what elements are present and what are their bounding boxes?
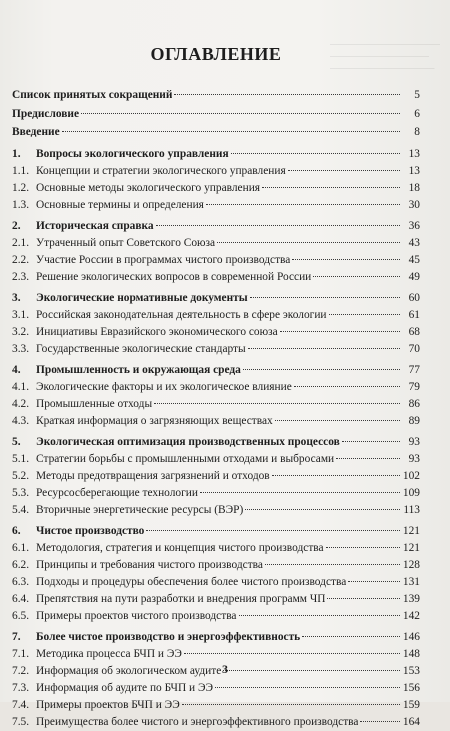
leader-dots [245, 509, 400, 510]
toc-section-label: Подходы и процедуры обеспечения более чистого производства [36, 575, 347, 588]
toc-section[interactable] [12, 502, 420, 519]
toc-section[interactable] [12, 235, 420, 252]
toc-section[interactable] [12, 557, 420, 574]
toc-page-number: 93 [408, 452, 420, 465]
toc-section[interactable] [12, 591, 420, 608]
toc-section-number: 6.2. [12, 558, 30, 571]
toc-chapter-number: 1. [12, 147, 21, 160]
toc-section-label: Информация об аудите по БЧП и ЭЭ [36, 681, 214, 694]
toc-section-label: Методы предотвращения загрязнений и отходов [36, 469, 270, 482]
toc-section-number: 7.4. [12, 698, 30, 711]
toc-section[interactable] [12, 269, 420, 286]
toc-page-number: 121 [402, 524, 420, 537]
toc-page-number: 36 [408, 219, 420, 232]
toc-section[interactable] [12, 574, 420, 591]
toc-section-number: 1.3. [12, 198, 30, 211]
toc-section-label: Препятствия на пути разработки и внедрения программ ЧП [36, 592, 326, 605]
page-number: 3 [222, 662, 228, 676]
toc-section[interactable] [12, 396, 420, 413]
toc-section[interactable] [12, 697, 420, 714]
toc-section-label: Промышленные отходы [36, 397, 153, 410]
toc-chapter-number: 4. [12, 363, 21, 376]
toc-page-number: 164 [402, 715, 420, 728]
toc-chapter-label: Экологическая оптимизация производственных процессов [36, 435, 340, 448]
table-of-contents [12, 86, 420, 731]
toc-section-number: 3.2. [12, 325, 30, 338]
leader-dots [280, 331, 400, 332]
toc-page-number: 109 [402, 486, 420, 499]
toc-chapter-label: Чистое производство [36, 524, 145, 537]
toc-section[interactable] [12, 252, 420, 269]
leader-dots [326, 547, 400, 548]
toc-page-number: 68 [408, 325, 420, 338]
leader-dots [217, 242, 400, 243]
leader-dots [342, 441, 400, 442]
toc-page-number: 61 [408, 308, 420, 321]
leader-dots [292, 259, 400, 260]
toc-page-number: 77 [408, 363, 420, 376]
toc-page-number: 6 [414, 107, 420, 120]
toc-section-number: 7.1. [12, 647, 30, 660]
toc-item-label: Предисловие [12, 107, 80, 120]
toc-page-number: 89 [408, 414, 420, 427]
toc-section-number: 6.1. [12, 541, 30, 554]
toc-section-label: Принципы и требования чистого производства [36, 558, 263, 571]
toc-page-number: 93 [408, 435, 420, 448]
leader-dots [182, 704, 400, 705]
toc-section-label: Решение экологических вопросов в современной России [36, 270, 312, 283]
toc-section[interactable] [12, 324, 420, 341]
toc-section-number: 2.1. [12, 236, 30, 249]
toc-chapter-number: 3. [12, 291, 21, 304]
leader-dots [313, 276, 400, 277]
toc-page-number: 159 [402, 698, 420, 711]
toc-section-number: 1.2. [12, 181, 30, 194]
leader-dots [288, 170, 400, 171]
toc-page-number: 5 [414, 89, 420, 101]
toc-page-number: 102 [402, 469, 420, 482]
toc-section[interactable] [12, 468, 420, 485]
toc-section-number: 3.3. [12, 342, 30, 355]
leader-dots [327, 598, 400, 599]
toc-section-number: 6.5. [12, 609, 30, 622]
toc-section[interactable] [12, 714, 420, 731]
leader-dots [62, 131, 400, 132]
toc-section[interactable] [12, 485, 420, 502]
leader-dots [81, 113, 400, 114]
toc-section[interactable] [12, 451, 420, 468]
bleed-through-texture [330, 44, 440, 84]
toc-section-label: Концепции и стратегии экологического управления [36, 164, 286, 177]
toc-section-label: Примеры проектов чистого производства [36, 609, 237, 622]
leader-dots [174, 94, 400, 95]
toc-chapter-number: 2. [12, 219, 21, 232]
toc-section[interactable] [12, 680, 420, 697]
toc-section[interactable] [12, 413, 420, 430]
leader-dots [200, 492, 400, 493]
toc-page-number: 13 [408, 164, 420, 177]
toc-section-label: Инициативы Евразийского экономического союза [36, 325, 278, 338]
toc-front-item[interactable] [12, 105, 420, 124]
toc-page-number: 30 [408, 198, 420, 211]
toc-page-number: 13 [408, 147, 420, 160]
toc-page-number: 146 [402, 630, 420, 643]
toc-page-number: 18 [408, 181, 420, 194]
toc-chapter[interactable] [12, 362, 420, 379]
toc-page-number: 148 [402, 647, 420, 660]
leader-dots [154, 403, 400, 404]
toc-page-number: 131 [402, 575, 420, 588]
leader-dots [262, 187, 400, 188]
toc-chapter-number: 6. [12, 524, 21, 537]
toc-chapter-label: Более чистое производство и энергоэффективность [36, 630, 301, 643]
toc-page-number: 79 [408, 380, 420, 393]
leader-dots [250, 297, 400, 298]
toc-page-number: 70 [408, 342, 420, 355]
toc-page-number: 139 [402, 592, 420, 605]
toc-chapter[interactable] [12, 290, 420, 307]
toc-front-item[interactable] [12, 123, 420, 142]
toc-section-number: 2.3. [12, 270, 30, 283]
toc-section-label: Стратегии борьбы с промышленными отходами и выбросами [36, 452, 335, 465]
toc-chapter-label: Промышленность и окружающая среда [36, 363, 241, 376]
leader-dots [360, 721, 400, 722]
toc-section-number: 2.2. [12, 253, 30, 266]
toc-section[interactable] [12, 197, 420, 214]
leader-dots [215, 687, 400, 688]
toc-section-label: Основные методы экологического управления [36, 181, 261, 194]
leader-dots [206, 204, 400, 205]
toc-page-number: 142 [402, 609, 420, 622]
leader-dots [231, 153, 400, 154]
leader-dots [329, 314, 400, 315]
toc-section[interactable] [12, 307, 420, 324]
toc-section-number: 7.5. [12, 715, 30, 728]
toc-section[interactable] [12, 163, 420, 180]
toc-section-number: 4.3. [12, 414, 30, 427]
leader-dots [184, 653, 400, 654]
toc-section[interactable] [12, 540, 420, 557]
toc-chapter[interactable] [12, 434, 420, 451]
leader-dots [243, 369, 400, 370]
toc-section-label: Методика процесса БЧП и ЭЭ [36, 647, 182, 660]
toc-page-number: 86 [408, 397, 420, 410]
toc-page-number: 113 [403, 503, 420, 516]
toc-section-number: 4.1. [12, 380, 30, 393]
toc-section[interactable] [12, 180, 420, 197]
toc-section-label: Государственные экологические стандарты [36, 342, 246, 355]
toc-section[interactable] [12, 646, 420, 663]
toc-section-number: 1.1. [12, 164, 30, 177]
toc-chapter-number: 7. [12, 630, 21, 643]
toc-section[interactable] [12, 608, 420, 625]
toc-chapter[interactable] [12, 146, 420, 163]
toc-section-label: Утраченный опыт Советского Союза [36, 236, 216, 249]
toc-chapter-label: Историческая справка [36, 219, 154, 232]
toc-section-number: 6.4. [12, 592, 30, 605]
toc-page-number: 156 [402, 681, 420, 694]
leader-dots [272, 475, 400, 476]
toc-page-number: 43 [408, 236, 420, 249]
toc-chapter[interactable] [12, 523, 420, 540]
leader-dots [146, 530, 400, 531]
toc-section-label: Вторичные энергетические ресурсы (ВЭР) [36, 503, 244, 516]
toc-page-number: 153 [402, 664, 420, 677]
leader-dots [294, 386, 400, 387]
toc-section-label: Информация об экологическом аудите [36, 664, 222, 677]
toc-section-number: 4.2. [12, 397, 30, 410]
toc-chapter[interactable] [12, 218, 420, 235]
leader-dots [265, 564, 400, 565]
leader-dots [248, 348, 400, 349]
leader-dots [275, 420, 400, 421]
toc-front-item[interactable] [12, 86, 420, 105]
leader-dots [302, 636, 400, 637]
leader-dots [156, 225, 400, 226]
leader-dots [336, 458, 400, 459]
toc-page-number: 8 [414, 126, 420, 138]
toc-section-label: Преимущества более чистого и энергоэффективного производства [36, 715, 359, 728]
toc-item-label: Список принятых сокращений [12, 89, 173, 101]
toc-chapter[interactable] [12, 629, 420, 646]
toc-section[interactable] [12, 379, 420, 396]
leader-dots [239, 615, 401, 616]
toc-page-number: 121 [402, 541, 420, 554]
toc-section-label: Ресурсосберегающие технологии [36, 486, 198, 499]
toc-page-number: 49 [408, 270, 420, 283]
toc-section-number: 5.1. [12, 452, 30, 465]
toc-section[interactable] [12, 341, 420, 358]
toc-section-number: 5.3. [12, 486, 30, 499]
toc-section-label: Примеры проектов БЧП и ЭЭ [36, 698, 180, 711]
toc-section-number: 5.2. [12, 469, 30, 482]
toc-section-label: Основные термины и определения [36, 198, 204, 211]
toc-chapter-number: 5. [12, 435, 21, 448]
toc-item-label: Введение [12, 126, 60, 138]
toc-section-label: Краткая информация о загрязняющих веществах [36, 414, 273, 427]
toc-page-number: 60 [408, 291, 420, 304]
toc-section-label: Экологические факторы и их экологическое влияние [36, 380, 292, 393]
toc-page-number: 45 [408, 253, 420, 266]
toc-chapter-label: Экологические нормативные документы [36, 291, 248, 304]
toc-section-label: Участие России в программах чистого производства [36, 253, 291, 266]
toc-section-label: Методология, стратегия и концепция чистого производства [36, 541, 324, 554]
toc-section-number: 6.3. [12, 575, 30, 588]
toc-chapter-label: Вопросы экологического управления [36, 147, 229, 160]
toc-section-number: 3.1. [12, 308, 30, 321]
toc-section-number: 5.4. [12, 503, 30, 516]
toc-section-number: 7.3. [12, 681, 30, 694]
toc-section-label: Российская законодательная деятельность в сфере экологии [36, 308, 327, 321]
page-title: ОГЛАВЛЕНИЕ [150, 44, 282, 64]
leader-dots [348, 581, 400, 582]
toc-page-number: 128 [402, 558, 420, 571]
toc-section-number: 7.2. [12, 664, 30, 677]
